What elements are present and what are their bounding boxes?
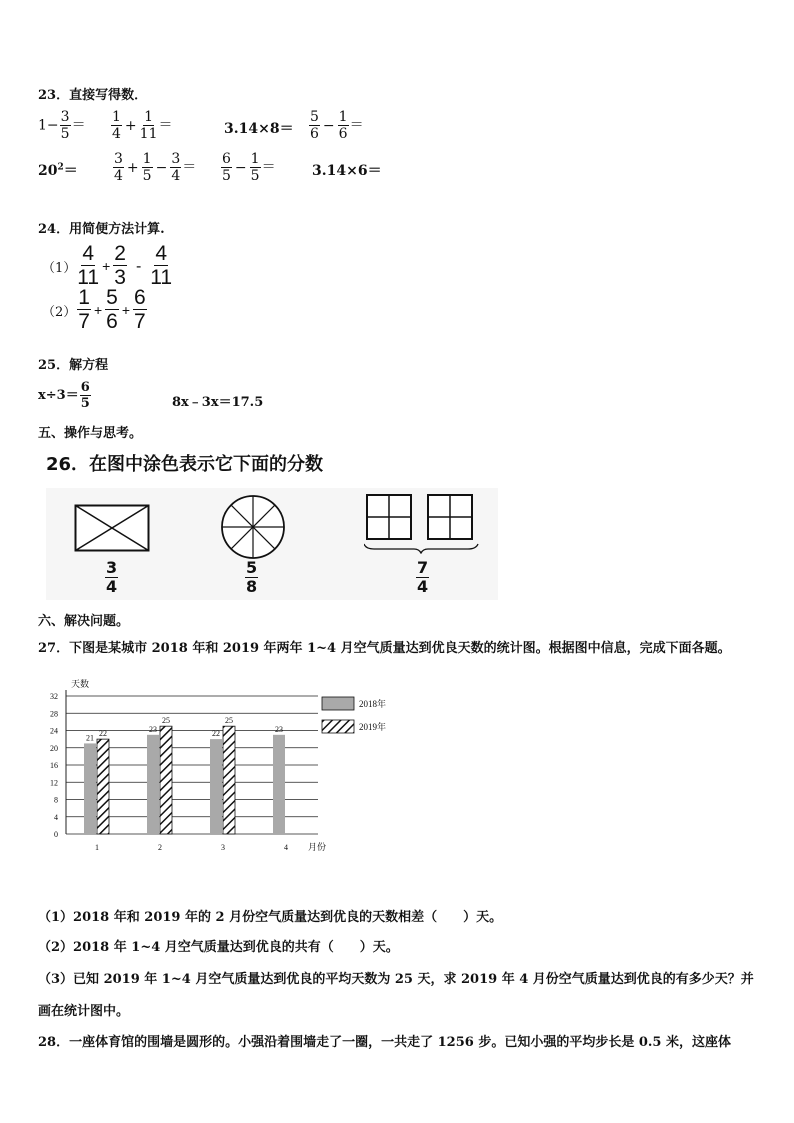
legend-swatch <box>322 720 354 733</box>
bar-value-label: 22 <box>212 729 220 739</box>
y-tick-label: 16 <box>50 761 58 770</box>
bar-2019 <box>97 739 109 834</box>
y-tick-label: 28 <box>50 709 58 719</box>
q25-equation-1: x÷3＝ $\frac{6}{5}$ <box>38 380 90 411</box>
bar-value-label: 25 <box>225 716 233 726</box>
x-tick-label: 3 <box>221 843 225 852</box>
bar-2018 <box>84 743 96 834</box>
x-tick-label: 1 <box>95 843 99 852</box>
q27-sub3-line2: 画在统计图中。 <box>38 1004 130 1019</box>
x-tick-label: 4 <box>284 843 288 852</box>
legend-label: 2019年 <box>359 722 387 732</box>
q26-fraction-2: $\frac{5}{8}$ <box>246 558 258 596</box>
q26-fraction-1: $\frac{3}{4}$ <box>106 558 118 596</box>
q27-sub1: （1）2018 年和 2019 年的 2 月份空气质量达到优良的天数相差（ ）天。 <box>38 910 503 925</box>
bar-value-label: 22 <box>99 729 107 739</box>
x-tick-label: 2 <box>158 843 162 852</box>
q23-item-d: $\frac{5}{6}$ − $\frac{1}{6}$ ＝ <box>310 109 364 142</box>
section-6-title: 六、解决问题。 <box>38 614 130 629</box>
two-squares-quarters-figure[interactable] <box>364 492 500 554</box>
y-tick-label: 32 <box>50 692 58 701</box>
q24-heading: 24．用简便方法计算. <box>38 222 165 237</box>
q26-fraction-3: $\frac{7}{4}$ <box>417 558 429 596</box>
bar-value-label: 21 <box>86 733 94 743</box>
bar-2019 <box>160 726 172 834</box>
y-tick-label: 12 <box>50 778 58 788</box>
q23-item-g: $\frac{6}{5}$ − $\frac{1}{5}$ ＝ <box>222 151 276 184</box>
q25-equation-2: 8x﹣3x＝17.5 <box>172 395 264 410</box>
y-tick-label: 24 <box>50 726 58 736</box>
q23-item-a: 1− $\frac{3}{5}$ ＝ <box>38 109 86 142</box>
bar-2018 <box>210 739 222 834</box>
q26-heading: 26．在图中涂色表示它下面的分数 <box>46 454 324 475</box>
q27-heading: 27．下图是某城市 2018 年和 2019 年两年 1~4 月空气质量达到优良天数的统计图。根据图中信息，完成下面各题。 <box>38 641 731 656</box>
rectangle-diagonals-figure[interactable] <box>74 504 150 552</box>
legend-label: 2018年 <box>359 699 387 709</box>
section-5-title: 五、操作与思考。 <box>38 426 143 441</box>
bar-value-label: 23 <box>149 724 157 734</box>
q23-heading: 23．直接写得数． <box>38 88 148 103</box>
bar-2019 <box>223 726 235 834</box>
q23-item-e: $20^2=$ <box>38 162 78 179</box>
y-tick-label: 8 <box>54 795 58 805</box>
x-axis-label: 月份 <box>308 842 327 852</box>
bar-2018 <box>147 735 159 834</box>
y-axis-label: 天数 <box>71 679 90 689</box>
air-quality-bar-chart <box>36 676 406 858</box>
q28-line1: 28．一座体育馆的围墙是圆形的。小强沿着围墙走了一圈，一共走了 1256 步。已知小强的平均步长是 0.5 米，这座体 <box>38 1035 731 1050</box>
circle-eighths-figure[interactable] <box>220 494 286 560</box>
bar-value-label: 25 <box>162 716 170 726</box>
q24-part1: （1） $\frac{4}{11}$ + $\frac{2}{3}$ - $\frac{4}{11}$ <box>42 242 173 289</box>
brace-under-squares <box>364 544 478 553</box>
q27-sub3-line1: （3）已知 2019 年 1~4 月空气质量达到优良的平均天数为 25 天，求 2019 年 4 月份空气质量达到优良的有多少天？并 <box>38 972 754 987</box>
q25-heading: 25．解方程 <box>38 358 109 373</box>
q26-figure-panel <box>46 488 498 600</box>
y-tick-label: 20 <box>50 743 58 753</box>
q23-item-h: 3.14×6＝ <box>312 163 382 179</box>
bar-2018 <box>273 735 285 834</box>
q27-sub2: （2）2018 年 1~4 月空气质量达到优良的共有（ ）天。 <box>38 940 399 955</box>
bar-value-label: 23 <box>275 724 283 734</box>
legend-swatch <box>322 697 354 710</box>
q24-part2: （2） $\frac{1}{7}$ + $\frac{5}{6}$ + $\frac{6}{7}$ <box>42 286 146 333</box>
q23-item-c: 3.14×8＝ <box>224 121 294 137</box>
q23-item-f: $\frac{3}{4}$ + $\frac{1}{5}$ − $\frac{3}{4}$ ＝ <box>114 151 197 184</box>
y-tick-label: 0 <box>54 830 58 839</box>
y-tick-label: 4 <box>54 812 58 822</box>
q23-item-b: $\frac{1}{4}$ + $\frac{1}{11}$ ＝ <box>112 109 173 142</box>
